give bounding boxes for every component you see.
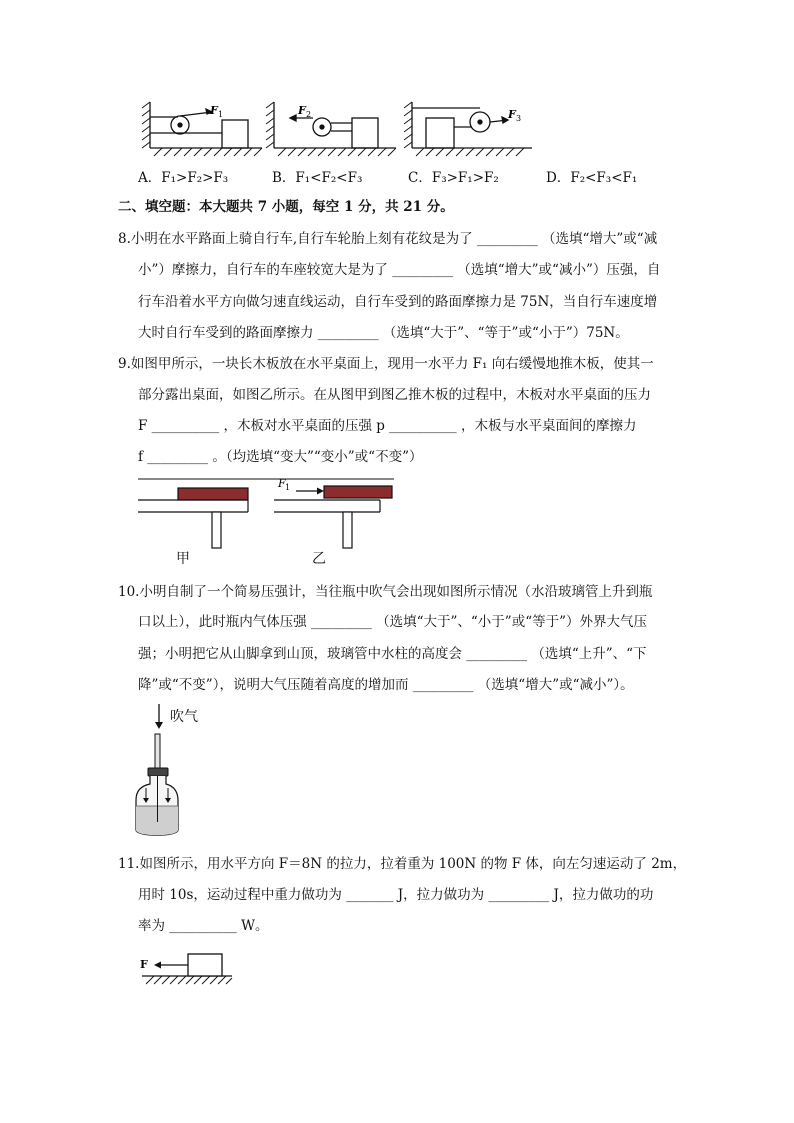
- q11-line-3: 率为 __________ W。: [138, 918, 269, 934]
- q9-line-4: f _________ 。（均选填“变大”“变小”或“不变”）: [138, 449, 423, 465]
- pulley-figure-1: [142, 102, 262, 156]
- option-a: A．F₁>F₂>F₃: [138, 170, 229, 186]
- q9-line-1: 9.如图甲所示，一块长木板放在水平桌面上，现用一水平力 F₁ 向右缓慢地推木板，使其一: [118, 356, 654, 372]
- force-label-f1-board: F: [278, 477, 286, 490]
- block-pull-figure: [136, 948, 236, 990]
- q9-line-2: 部分露出桌面，如图乙所示。在从图甲到图乙推木板的过程中，木板对水平桌面的压力: [138, 387, 651, 403]
- blow-air-label: 吹气: [170, 709, 198, 725]
- q8-line-2: 小”）摩擦力，自行车的车座较宽大是为了 _________ （选填“增大”或“减小”）压强，自: [138, 262, 661, 278]
- q10-line-4: 降”或“不变”），说明大气压随着高度的增加而 _________ （选填“增大”或“减小”）。: [138, 677, 634, 693]
- q8-line-3: 行车沿着水平方向做匀速直线运动，自行车受到的路面摩擦力是 75N，当自行车速度增: [138, 294, 658, 310]
- q11-line-2: 用时 10s，运动过程中重力做功为 _______ J，拉力做功为 _________ J，拉力做功的功: [138, 887, 654, 903]
- force-label-f3-sub: 3: [516, 114, 522, 123]
- figure-label-jia: 甲: [176, 551, 190, 567]
- option-c: C．F₃>F₁>F₂: [408, 170, 499, 186]
- force-label-f3: F: [508, 108, 516, 121]
- force-label-f1-board-sub: 1: [285, 483, 291, 492]
- force-label-f1: F: [210, 104, 218, 117]
- figure-jia: [138, 488, 248, 548]
- q10-line-2: 口以上），此时瓶内气体压强 _________ （选填“大于”、“小于”或“等于”）外界大气压: [138, 614, 647, 630]
- q9-line-3: F __________ ，木板对水平桌面的压强 p __________ ，木板与水平桌面间的摩擦力: [138, 418, 637, 434]
- section2-heading: 二、填空题：本大题共 7 小题，每空 1 分，共 21 分。: [118, 199, 454, 215]
- figure-yi: [274, 486, 392, 548]
- q11-line-1: 11.如图所示，用水平方向 F＝8N 的拉力，拉着重为 100N 的物 F 体，向左匀速运动了 2m，: [118, 856, 687, 872]
- option-b: B．F₁<F₂<F₃: [272, 170, 363, 186]
- force-label-f1-sub: 1: [218, 110, 224, 119]
- force-label-f2-sub: 2: [306, 110, 312, 119]
- pulley-figures: [140, 96, 540, 160]
- force-label-f2: F: [298, 104, 306, 117]
- q8-line-4: 大时自行车受到的路面摩擦力 _________ （选填“大于”、“等于”或“小于”）75N。: [138, 325, 629, 341]
- q10-line-1: 10.小明自制了一个简易压强计，当往瓶中吹气会出现如图所示情况（水沿玻璃管上升到瓶: [118, 584, 653, 600]
- pulley-figure-2: [266, 102, 396, 156]
- q10-line-3: 强；小明把它从山脚拿到山顶，玻璃管中水柱的高度会 _________ （选填“上升”、“下: [138, 646, 647, 662]
- force-label-f-block: F: [140, 958, 148, 971]
- figure-label-yi: 乙: [312, 551, 326, 567]
- q8-line-1: 8.小明在水平路面上骑自行车,自行车轮胎上刻有花纹是为了 _________ （选填“增大”或“减: [118, 231, 658, 247]
- option-d: D．F₂<F₃<F₁: [546, 170, 638, 186]
